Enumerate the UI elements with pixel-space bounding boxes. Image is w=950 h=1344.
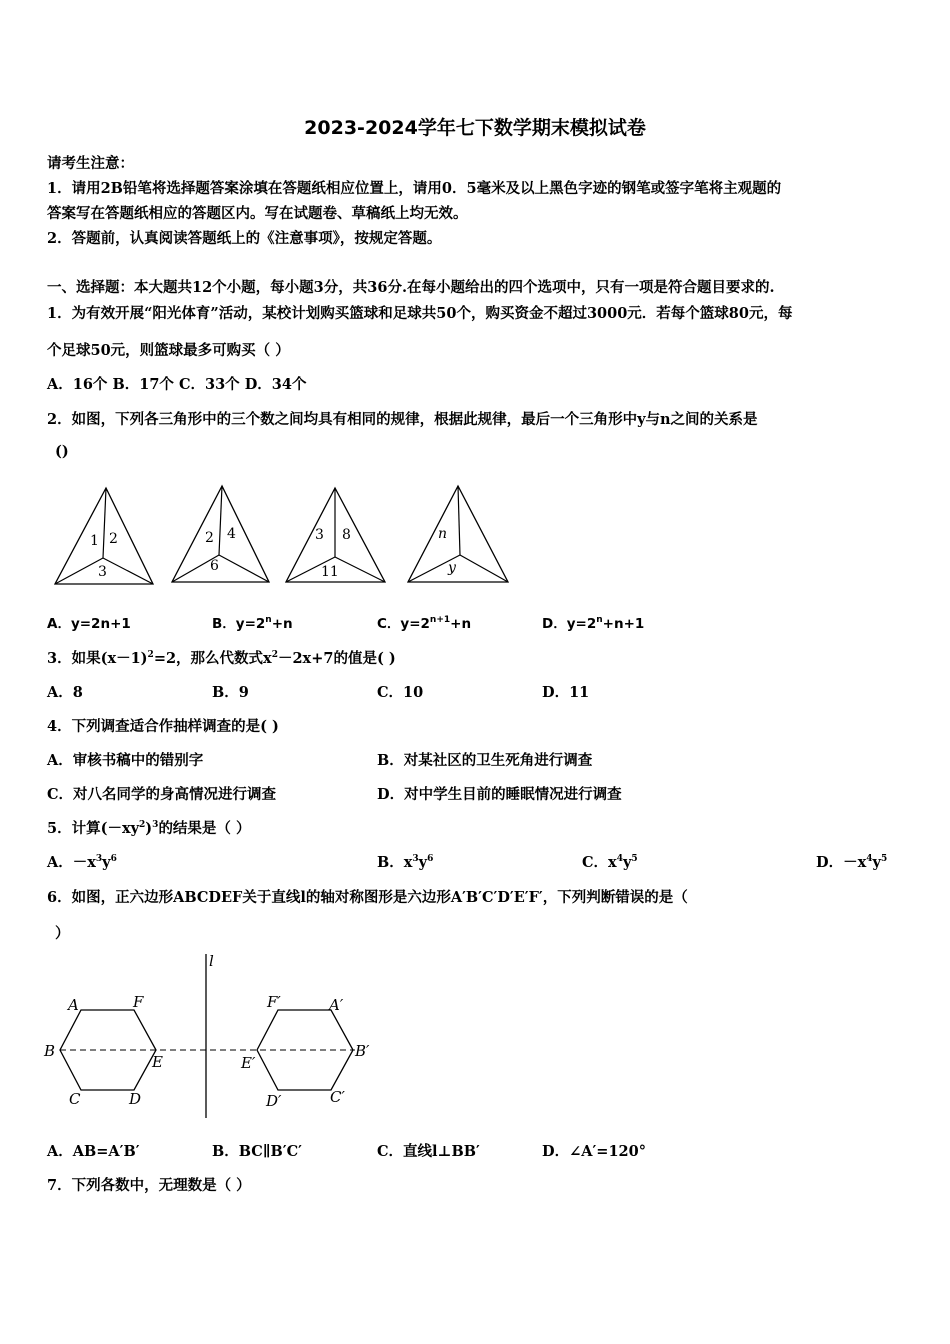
label-l: l [209, 952, 214, 970]
page-title: 2023-2024学年七下数学期末模拟试卷 [304, 117, 646, 139]
tri1-left: 1 [90, 533, 99, 549]
notice-line-1a: 1．请用2B铅笔将选择题答案涂填在答题纸相应位置上，请用0．5毫米及以上黑色字迹的钢笔或签字笔将主观题的 [47, 180, 782, 197]
q6-option-b: B．BC∥B′C′ [212, 1143, 302, 1160]
q2-triangles-figure [50, 480, 520, 595]
tri2-bottom: 6 [210, 558, 219, 574]
q4-stem: 4．下列调查适合作抽样调查的是( ) [47, 718, 279, 735]
notice-line-2: 2．答题前，认真阅读答题纸上的《注意事项》，按规定答题。 [47, 230, 442, 247]
label-D-prime: D′ [266, 1092, 282, 1110]
notice-line-1b: 答案写在答题纸相应的答题区内。写在试题卷、草稿纸上均无效。 [47, 205, 468, 222]
q5-option-b: B．$x^3y^6$ [377, 854, 434, 871]
label-A-prime: A′ [329, 996, 344, 1014]
q2-option-a: A．y=2n+1 [47, 616, 131, 632]
section-heading: 一、选择题：本大题共12个小题，每小题3分，共36分.在每小题给出的四个选项中，只有一项是符合题目要求的. [47, 279, 775, 296]
q2-option-d: D．$y=2^n+n+1$ [542, 615, 645, 632]
q3-stem: 3．如果$(x-1)^2=2$，那么代数式$x^2-2x+7$的值是( ) [47, 650, 396, 667]
q4-option-c: C．对八名同学的身高情况进行调查 [47, 786, 277, 803]
q1-line-1: 1．为有效开展“阳光体育”活动，某校计划购买篮球和足球共50个，购买资金不超过3000元．若每个篮球80元，每 [47, 305, 793, 322]
q6-option-d: D．∠A′=120° [542, 1143, 646, 1160]
q6-line-1: 6．如图，正六边形ABCDEF关于直线l的轴对称图形是六边形A′B′C′D′E′F′，下列判断错误的是（ [47, 889, 688, 906]
q6-option-a: A．AB=A′B′ [47, 1143, 140, 1160]
label-F: F [133, 993, 144, 1011]
tri4-bottom: y [448, 560, 456, 576]
tri1-bottom: 3 [98, 564, 107, 580]
triangle-2 [172, 486, 269, 582]
q7-stem: 7．下列各数中，无理数是（ ） [47, 1177, 251, 1194]
q3-option-a: A．8 [47, 684, 83, 701]
triangle-1 [55, 488, 153, 584]
q4-option-b: B．对某社区的卫生死角进行调查 [377, 752, 593, 769]
q3-option-b: B．9 [212, 684, 249, 701]
label-B: B [44, 1042, 56, 1060]
q2-option-c: C．$y=2^{n+1}+n$ [377, 615, 472, 632]
triangle-3 [286, 488, 385, 582]
q4-option-d: D．对中学生目前的睡眠情况进行调查 [377, 786, 622, 803]
label-B-prime: B′ [355, 1042, 370, 1060]
q3-option-c: C．10 [377, 684, 424, 701]
q4-option-a: A．审核书稿中的错别字 [47, 752, 204, 769]
notice-heading: 请考生注意： [47, 155, 134, 172]
q5-option-a: A．$-x^3y^6$ [47, 854, 117, 871]
q5-option-d: D．$-x^4y^5$ [816, 854, 888, 871]
q1-options: A．16个 B．17个 C．33个 D．34个 [47, 376, 307, 393]
q3-option-d: D．11 [542, 684, 590, 701]
label-D: D [129, 1090, 142, 1108]
q6-line-2: ） [55, 925, 70, 942]
q5-stem: 5．计算$(-xy^2)^3$的结果是（ ） [47, 820, 251, 837]
label-C-prime: C′ [330, 1088, 345, 1106]
q2-line-2: () [55, 443, 69, 460]
tri4-left: n [438, 526, 448, 542]
tri1-right: 2 [109, 531, 118, 547]
q5-option-c: C．$x^4y^5$ [582, 854, 638, 871]
tri3-left: 3 [315, 527, 324, 543]
label-C: C [69, 1090, 81, 1108]
q6-hexagon-figure [40, 948, 390, 1123]
tri3-right: 8 [342, 527, 351, 543]
label-E-prime: E′ [241, 1054, 256, 1072]
label-F-prime: F′ [267, 993, 281, 1011]
tri3-bottom: 11 [321, 564, 339, 580]
q1-line-2: 个足球50元，则篮球最多可购买（ ） [47, 342, 290, 359]
tri2-right: 4 [227, 526, 236, 542]
label-A: A [68, 996, 79, 1014]
tri2-left: 2 [205, 530, 214, 546]
q2-line-1: 2．如图，下列各三角形中的三个数之间均具有相同的规律，根据此规律，最后一个三角形中y与n之间的关系是 [47, 411, 758, 428]
label-E: E [152, 1053, 163, 1071]
q2-option-b: B．$y=2^n+n$ [212, 615, 293, 632]
q6-option-c: C．直线l⊥BB′ [377, 1143, 480, 1160]
triangle-4 [408, 486, 508, 582]
